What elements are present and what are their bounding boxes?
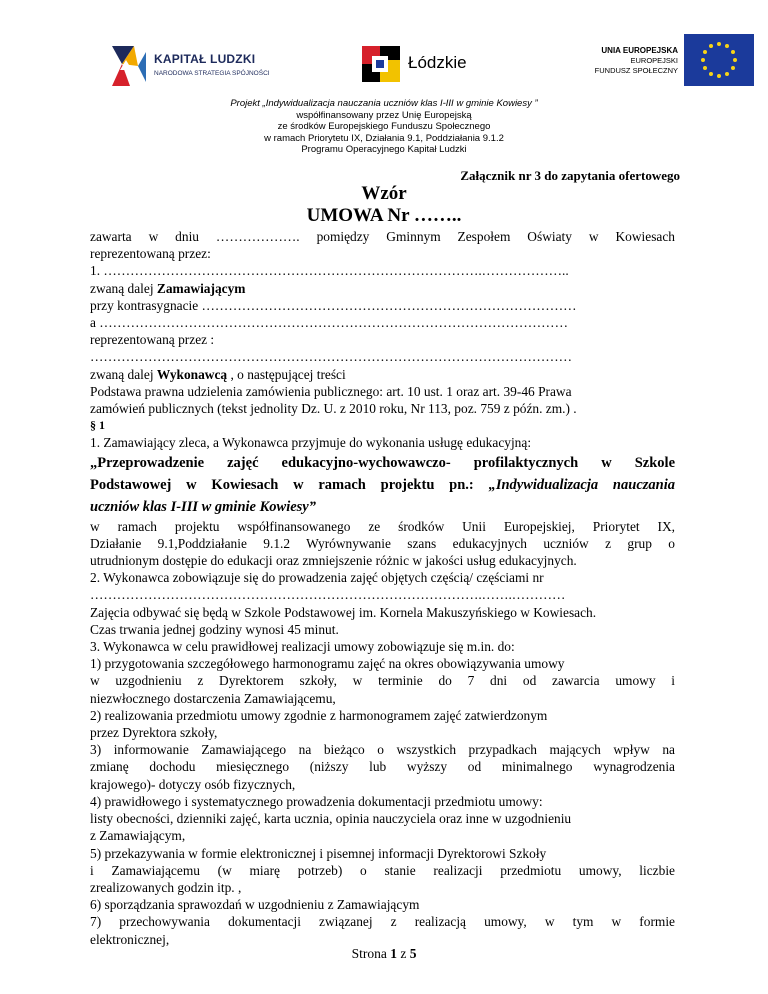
text-line: a …………………………………………………………………………………………… xyxy=(90,315,568,331)
footer-sep: z xyxy=(396,946,410,961)
text-line: w uzgodnieniu z Dyrektorem szkoły, w terminie do 7 dni od zawarcia umowy i xyxy=(90,673,675,689)
header-logos xyxy=(0,32,768,92)
contract-body xyxy=(90,228,675,948)
project-line-4: w ramach Priorytetu IX, Działania 9.1, Poddziałania 9.1.2 xyxy=(264,132,504,144)
text-line: Działanie 9.1,Poddziałanie 9.1.2 Wyrównywanie szans edukacyjnych uczniów z grup o xyxy=(90,535,675,551)
text-line: ……………………………………………………………………………………………… xyxy=(90,349,573,365)
doc-title: UMOWA Nr …….. xyxy=(306,205,462,226)
text-line: zawarta w dniu ………………. pomiędzy Gminnym Zespołem Oświaty w Kowiesach xyxy=(90,229,675,244)
lodzkie-logo xyxy=(360,44,480,84)
service-title-line xyxy=(90,474,675,496)
project-line-2: współfinansowany przez Unię Europejską xyxy=(296,109,472,121)
kapital-ludzki-subtitle: NARODOWA STRATEGIA SPÓJNOŚCI xyxy=(154,70,270,77)
text-line xyxy=(90,366,675,383)
project-line-5: Programu Operacyjnego Kapitał Ludzki xyxy=(301,144,467,155)
eu-title: UNIA EUROPEJSKA xyxy=(601,46,678,55)
text-line: zmianę dochodu miesięcznego (niższy lub wyższy od minimalnego wynagrodzenia xyxy=(90,759,675,775)
text-line: 5) przekazywania w formie elektronicznej i pisemnej informacji Dyrektorowi Szkoły xyxy=(90,845,547,861)
doc-wzor: Wzór xyxy=(361,183,407,204)
kapital-ludzki-star-icon xyxy=(108,42,150,88)
text-span: Podstawowej w Kowiesach w ramach projektu pn.: xyxy=(90,476,489,493)
text-line: w ramach projektu współfinansowanego ze środków Unii Europejskiej, Priorytet IX, xyxy=(90,518,675,534)
text-line: 3. Wykonawca w celu prawidłowej realizacji umowy zobowiązuje się m.in. do: xyxy=(90,639,515,655)
service-title-line: „Przeprowadzenie zajęć edukacyjno-wychowawczo- profilaktycznych w Szkole xyxy=(90,454,675,471)
text-span: zwaną dalej xyxy=(90,280,157,296)
text-span: , o następującej treści xyxy=(227,366,346,382)
text-line: i Zamawiającemu (w miarę potrzeb) o stanie realizacji przedmiotu umowy, liczbie xyxy=(90,862,675,878)
zamawiajacy-term: Zamawiającym xyxy=(156,280,246,296)
service-title-line: uczniów klas I-III w gminie Kowiesy” xyxy=(90,498,316,515)
footer-prefix: Strona xyxy=(351,946,391,961)
attachment-label: Załącznik nr 3 do zapytania ofertowego xyxy=(460,168,680,183)
eu-flag-icon xyxy=(684,34,754,86)
text-line: przy kontrasygnacie ………………………………………………………………………… xyxy=(90,297,577,313)
text-line: elektronicznej, xyxy=(90,931,170,947)
page-number: 1 xyxy=(390,946,397,961)
text-line: reprezentowaną przez: xyxy=(90,246,211,262)
kapital-ludzki-logo xyxy=(108,42,278,88)
text-line: 7) przechowywania dokumentacji związanej z realizacją umowy, w tym w formie xyxy=(90,914,675,930)
page-footer xyxy=(0,946,768,962)
text-line: z Zamawiającym, xyxy=(90,828,186,844)
text-line: …………………………………………………………………………….…….………… xyxy=(90,587,566,603)
section-mark: § 1 xyxy=(90,418,105,433)
page-total: 5 xyxy=(409,946,417,961)
text-line: 4) prawidłowego i systematycznego prowadzenia dokumentacji przedmiotu umowy: xyxy=(90,793,543,809)
text-line: przez Dyrektora szkoły, xyxy=(90,725,218,741)
project-line-1: Projekt „Indywidualizacja nauczania uczniów klas I-III w gminie Kowiesy ” xyxy=(230,98,538,109)
text-line: 2) realizowania przedmiotu umowy zgodnie z harmonogramem zajęć zatwierdzonym xyxy=(90,707,548,723)
text-line: reprezentowaną przez : xyxy=(90,332,215,348)
lodzkie-emblem-icon xyxy=(360,44,402,84)
eu-line1: EUROPEJSKI xyxy=(630,56,678,65)
text-span: zwaną dalej xyxy=(90,366,157,382)
text-line: niezwłocznego dostarczenia Zamawiającemu, xyxy=(90,690,336,706)
project-line-3: ze środków Europejskiego Funduszu Społecznego xyxy=(277,121,491,132)
text-line: utrudnionym dostępie do edukacji oraz zmniejszenie różnic w jakości usług edukacyjnych. xyxy=(90,553,577,569)
eu-text xyxy=(595,46,678,76)
kapital-ludzki-title: KAPITAŁ LUDZKI xyxy=(154,52,256,66)
text-line: Zajęcia odbywać się będą w Szkole Podstawowej im. Kornela Makuszyńskiego w Kowiesach. xyxy=(90,604,597,620)
text-line: 2. Wykonawca zobowiązuje się do prowadzenia zajęć objętych częścią/ częściami nr xyxy=(90,570,544,586)
text-line: zamówień publicznych (tekst jednolity Dz. U. z 2010 roku, Nr 113, poz. 759 z późn. zm.) . xyxy=(90,401,577,417)
lodzkie-text: Łódzkie xyxy=(408,53,467,72)
project-name: „Indywidualizacja nauczania xyxy=(488,476,675,493)
text-line: krajowego)- dotyczy osób fizycznych, xyxy=(90,776,296,792)
text-line: 3) informowanie Zamawiającego na bieżąco o wszystkich przypadkach mających wpływ na xyxy=(90,742,675,758)
wykonawca-term: Wykonawcą xyxy=(156,366,228,382)
text-line xyxy=(90,280,675,297)
text-line: 6) sporządzania sprawozdań w uzgodnieniu z Zamawiającym xyxy=(90,897,420,913)
eu-logo xyxy=(586,32,754,92)
text-line: Podstawa prawna udzielenia zamówienia publicznego: art. 10 ust. 1 oraz art. 39-46 Prawa xyxy=(90,383,572,399)
text-line: zrealizowanych godzin itp. , xyxy=(90,879,242,895)
project-info xyxy=(0,98,768,156)
text-line: 1. Zamawiający zleca, a Wykonawca przyjmuje do wykonania usługę edukacyjną: xyxy=(90,435,532,451)
text-line: 1. ………………………………………………………………………….……………….. xyxy=(90,263,569,279)
text-line: Czas trwania jednej godziny wynosi 45 minut. xyxy=(90,621,339,637)
text-line: 1) przygotowania szczegółowego harmonogramu zajęć na okres obowiązywania umowy xyxy=(90,656,565,672)
text-line: listy obecności, dzienniki zajęć, karta ucznia, opinia nauczyciela oraz inne w uzgodnieniu xyxy=(90,811,572,827)
eu-line2: FUNDUSZ SPOŁECZNY xyxy=(594,66,678,75)
